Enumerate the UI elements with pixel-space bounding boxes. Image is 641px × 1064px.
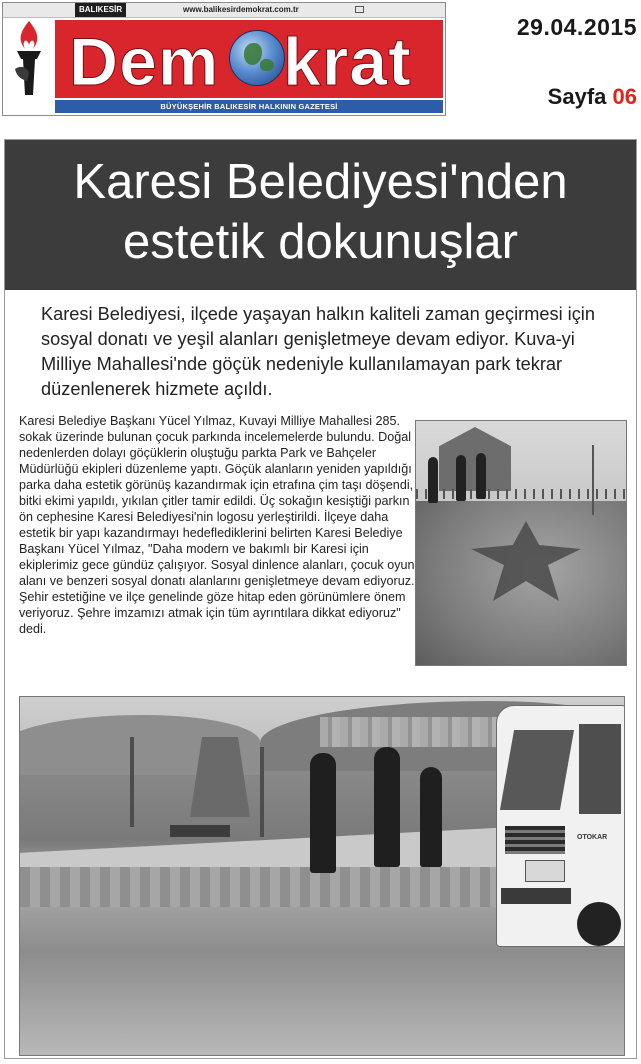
article-headline: Karesi Belediyesi'nden estetik dokunuşlar <box>5 140 636 290</box>
masthead-title-part1: Dem <box>69 24 220 100</box>
masthead-title-band <box>55 20 443 98</box>
article-body: Karesi Belediye Başkanı Yücel Yılmaz, Kuvayi Milliye Mahallesi 285. sokak üzerinde bulunan çocuk parkında incelemelerde bulundu. Doğal nedenlerden dolayı göçüklerin oluştuğu parkta Park ve Bahçeler Müdürlüğü ekipleri düzenleme yaptı. Göçük alanların yeniden yapıldığı parka daha estetik görünüş kazandırmak için etrafına çim taşı döşendi, bitki ekimi yapıldı, yıkılan çitler tamir edildi. Üç sokağın kesiştiği parkın ön cephesine Karesi Belediyesi'nin logosu yerleştirildi. İlçeye daha estetik bir yapı kazandırmayı hedeflediklerini belirten Karesi Belediye Başkanı Yücel Yılmaz, "Daha modern ve bakımlı bir Karesi için ekiplerimiz gece gündüz çalışıyor. Sosyal dinlence alanları, çocuk oyun alanı ve benzeri sosyal donatı alanlarını genişletmeye devam ediyoruz. Şehir estetiğine ve ilçe genelinde göze hitap eden görünümlere önem veriyoruz. Şehre imzamızı atmak için tüm ayrıntılara dikkat ediyoruz" dedi. <box>19 414 415 636</box>
issue-date: 29.04.2015 <box>516 14 637 40</box>
torch-logo-icon <box>7 19 51 99</box>
globe-icon <box>229 30 285 86</box>
page-number: 06 <box>612 84 637 109</box>
page-label <box>548 84 637 110</box>
envelope-icon <box>355 6 364 13</box>
person <box>374 747 400 867</box>
masthead-slogan: BÜYÜKŞEHİR BALIKESİR HALKININ GAZETESİ <box>55 100 443 113</box>
playground-photo <box>19 696 625 1056</box>
newspaper-masthead <box>2 2 446 116</box>
masthead-website: www.balikesirdemokrat.com.tr <box>183 5 299 14</box>
truck-brand: OTOKAR <box>577 834 608 841</box>
page-word: Sayfa <box>547 84 607 109</box>
masthead-title-part2: krat <box>283 24 412 100</box>
masthead-city: BALIKESİR <box>75 3 126 17</box>
person <box>420 767 442 867</box>
park-photo <box>415 420 627 666</box>
article <box>4 139 637 1059</box>
person <box>310 753 336 873</box>
bench <box>170 825 230 837</box>
masthead-top-bar <box>3 3 445 18</box>
article-lead: Karesi Belediyesi, ilçede yaşayan halkın kaliteli zaman geçirmesi için sosyal donatı ve yeşil alanları genişletmeye devam ediyor. Kuva-yi Milliye Mahallesi'nde göçük nedeniyle kullanılamayan park tekrar düzenlenerek hizmete açıldı. <box>41 304 595 399</box>
truck <box>496 705 625 947</box>
